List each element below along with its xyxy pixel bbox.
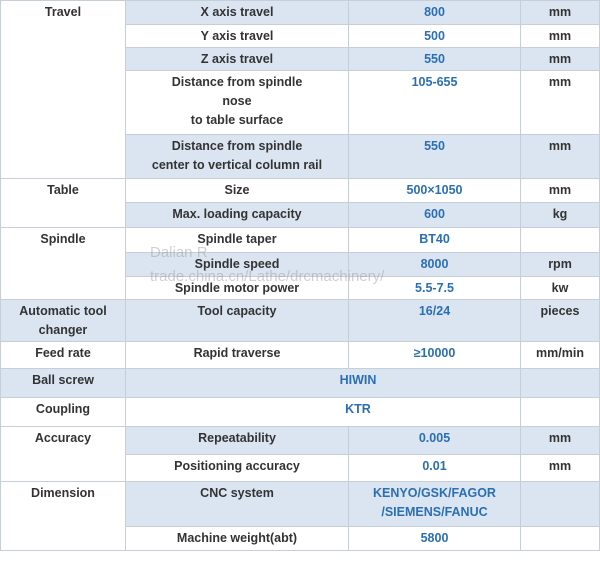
table-row xyxy=(1,427,600,455)
item-table-size: Size xyxy=(126,179,349,203)
item-line: to table surface xyxy=(190,113,284,127)
item-spindle-nose-distance xyxy=(126,71,349,135)
value-table-size: 500×1050 xyxy=(349,179,521,203)
value-y-axis-travel: 500 xyxy=(349,25,521,48)
unit-spindle-speed: rpm xyxy=(521,253,600,277)
unit-z-axis-travel: mm xyxy=(521,48,600,71)
category-atc xyxy=(1,300,126,342)
value-cnc-system xyxy=(349,482,521,527)
category-accuracy: Accuracy xyxy=(1,427,126,482)
item-rapid-traverse: Rapid traverse xyxy=(126,342,349,369)
item-repeatability: Repeatability xyxy=(126,427,349,455)
value-spindle-motor: 5.5-7.5 xyxy=(349,277,521,300)
item-tool-capacity: Tool capacity xyxy=(126,300,349,342)
category-table: Table xyxy=(1,179,126,228)
category-line: Automatic tool xyxy=(19,304,107,318)
value-spindle-taper: BT40 xyxy=(349,228,521,253)
watermark-line-1: Dalian R xyxy=(150,244,208,261)
table-row xyxy=(1,1,600,25)
item-cnc-system: CNC system xyxy=(126,482,349,527)
unit-table-size: mm xyxy=(521,179,600,203)
item-x-axis-travel: X axis travel xyxy=(126,1,349,25)
table-row xyxy=(1,369,600,398)
unit-ball-screw xyxy=(521,369,600,398)
item-machine-weight: Machine weight(abt) xyxy=(126,527,349,551)
unit-coupling xyxy=(521,398,600,427)
item-spindle-motor: Spindle motor power xyxy=(126,277,349,300)
table-row xyxy=(1,300,600,342)
item-spindle-speed: Spindle speed xyxy=(126,253,349,277)
category-coupling: Coupling xyxy=(1,398,126,427)
item-positioning-accuracy: Positioning accuracy xyxy=(126,455,349,482)
category-feed-rate: Feed rate xyxy=(1,342,126,369)
unit-cnc-system xyxy=(521,482,600,527)
category-spindle: Spindle xyxy=(1,228,126,300)
value-spindle-nose-distance: 105-655 xyxy=(349,71,521,135)
value-positioning-accuracy: 0.01 xyxy=(349,455,521,482)
unit-spindle-motor: kw xyxy=(521,277,600,300)
unit-repeatability: mm xyxy=(521,427,600,455)
category-travel: Travel xyxy=(1,1,126,179)
unit-spindle-taper xyxy=(521,228,600,253)
item-line: Distance from spindle xyxy=(171,139,303,153)
table-row xyxy=(1,342,600,369)
item-line: center to vertical column rail xyxy=(151,158,323,172)
table-row xyxy=(1,398,600,427)
value-line: /SIEMENS/FANUC xyxy=(381,505,488,519)
item-line: Distance from spindle xyxy=(171,75,303,89)
watermark-line-2: trade.china.cn/Lathe/drcmachinery/ xyxy=(150,268,385,285)
table-row xyxy=(1,228,600,253)
value-z-axis-travel: 550 xyxy=(349,48,521,71)
item-max-loading: Max. loading capacity xyxy=(126,203,349,228)
unit-x-axis-travel: mm xyxy=(521,1,600,25)
value-rapid-traverse: ≥10000 xyxy=(349,342,521,369)
table-row xyxy=(1,482,600,527)
unit-tool-capacity: pieces xyxy=(521,300,600,342)
item-z-axis-travel: Z axis travel xyxy=(126,48,349,71)
table-row xyxy=(1,179,600,203)
category-ball-screw: Ball screw xyxy=(1,369,126,398)
unit-rapid-traverse: mm/min xyxy=(521,342,600,369)
unit-spindle-nose-distance: mm xyxy=(521,71,600,135)
value-coupling: KTR xyxy=(126,398,521,427)
value-spindle-center-distance: 550 xyxy=(349,135,521,179)
value-line: KENYO/GSK/FAGOR xyxy=(373,486,496,500)
item-spindle-taper: Spindle taper xyxy=(126,228,349,253)
category-line: changer xyxy=(38,323,88,337)
unit-max-loading: kg xyxy=(521,203,600,228)
item-y-axis-travel: Y axis travel xyxy=(126,25,349,48)
value-max-loading: 600 xyxy=(349,203,521,228)
item-spindle-center-distance xyxy=(126,135,349,179)
value-spindle-speed: 8000 xyxy=(349,253,521,277)
value-ball-screw: HIWIN xyxy=(126,369,521,398)
unit-y-axis-travel: mm xyxy=(521,25,600,48)
unit-machine-weight xyxy=(521,527,600,551)
category-dimension: Dimension xyxy=(1,482,126,551)
value-repeatability: 0.005 xyxy=(349,427,521,455)
unit-positioning-accuracy: mm xyxy=(521,455,600,482)
value-machine-weight: 5800 xyxy=(349,527,521,551)
unit-spindle-center-distance: mm xyxy=(521,135,600,179)
item-line: nose xyxy=(222,94,252,108)
value-tool-capacity: 16/24 xyxy=(349,300,521,342)
value-x-axis-travel: 800 xyxy=(349,1,521,25)
